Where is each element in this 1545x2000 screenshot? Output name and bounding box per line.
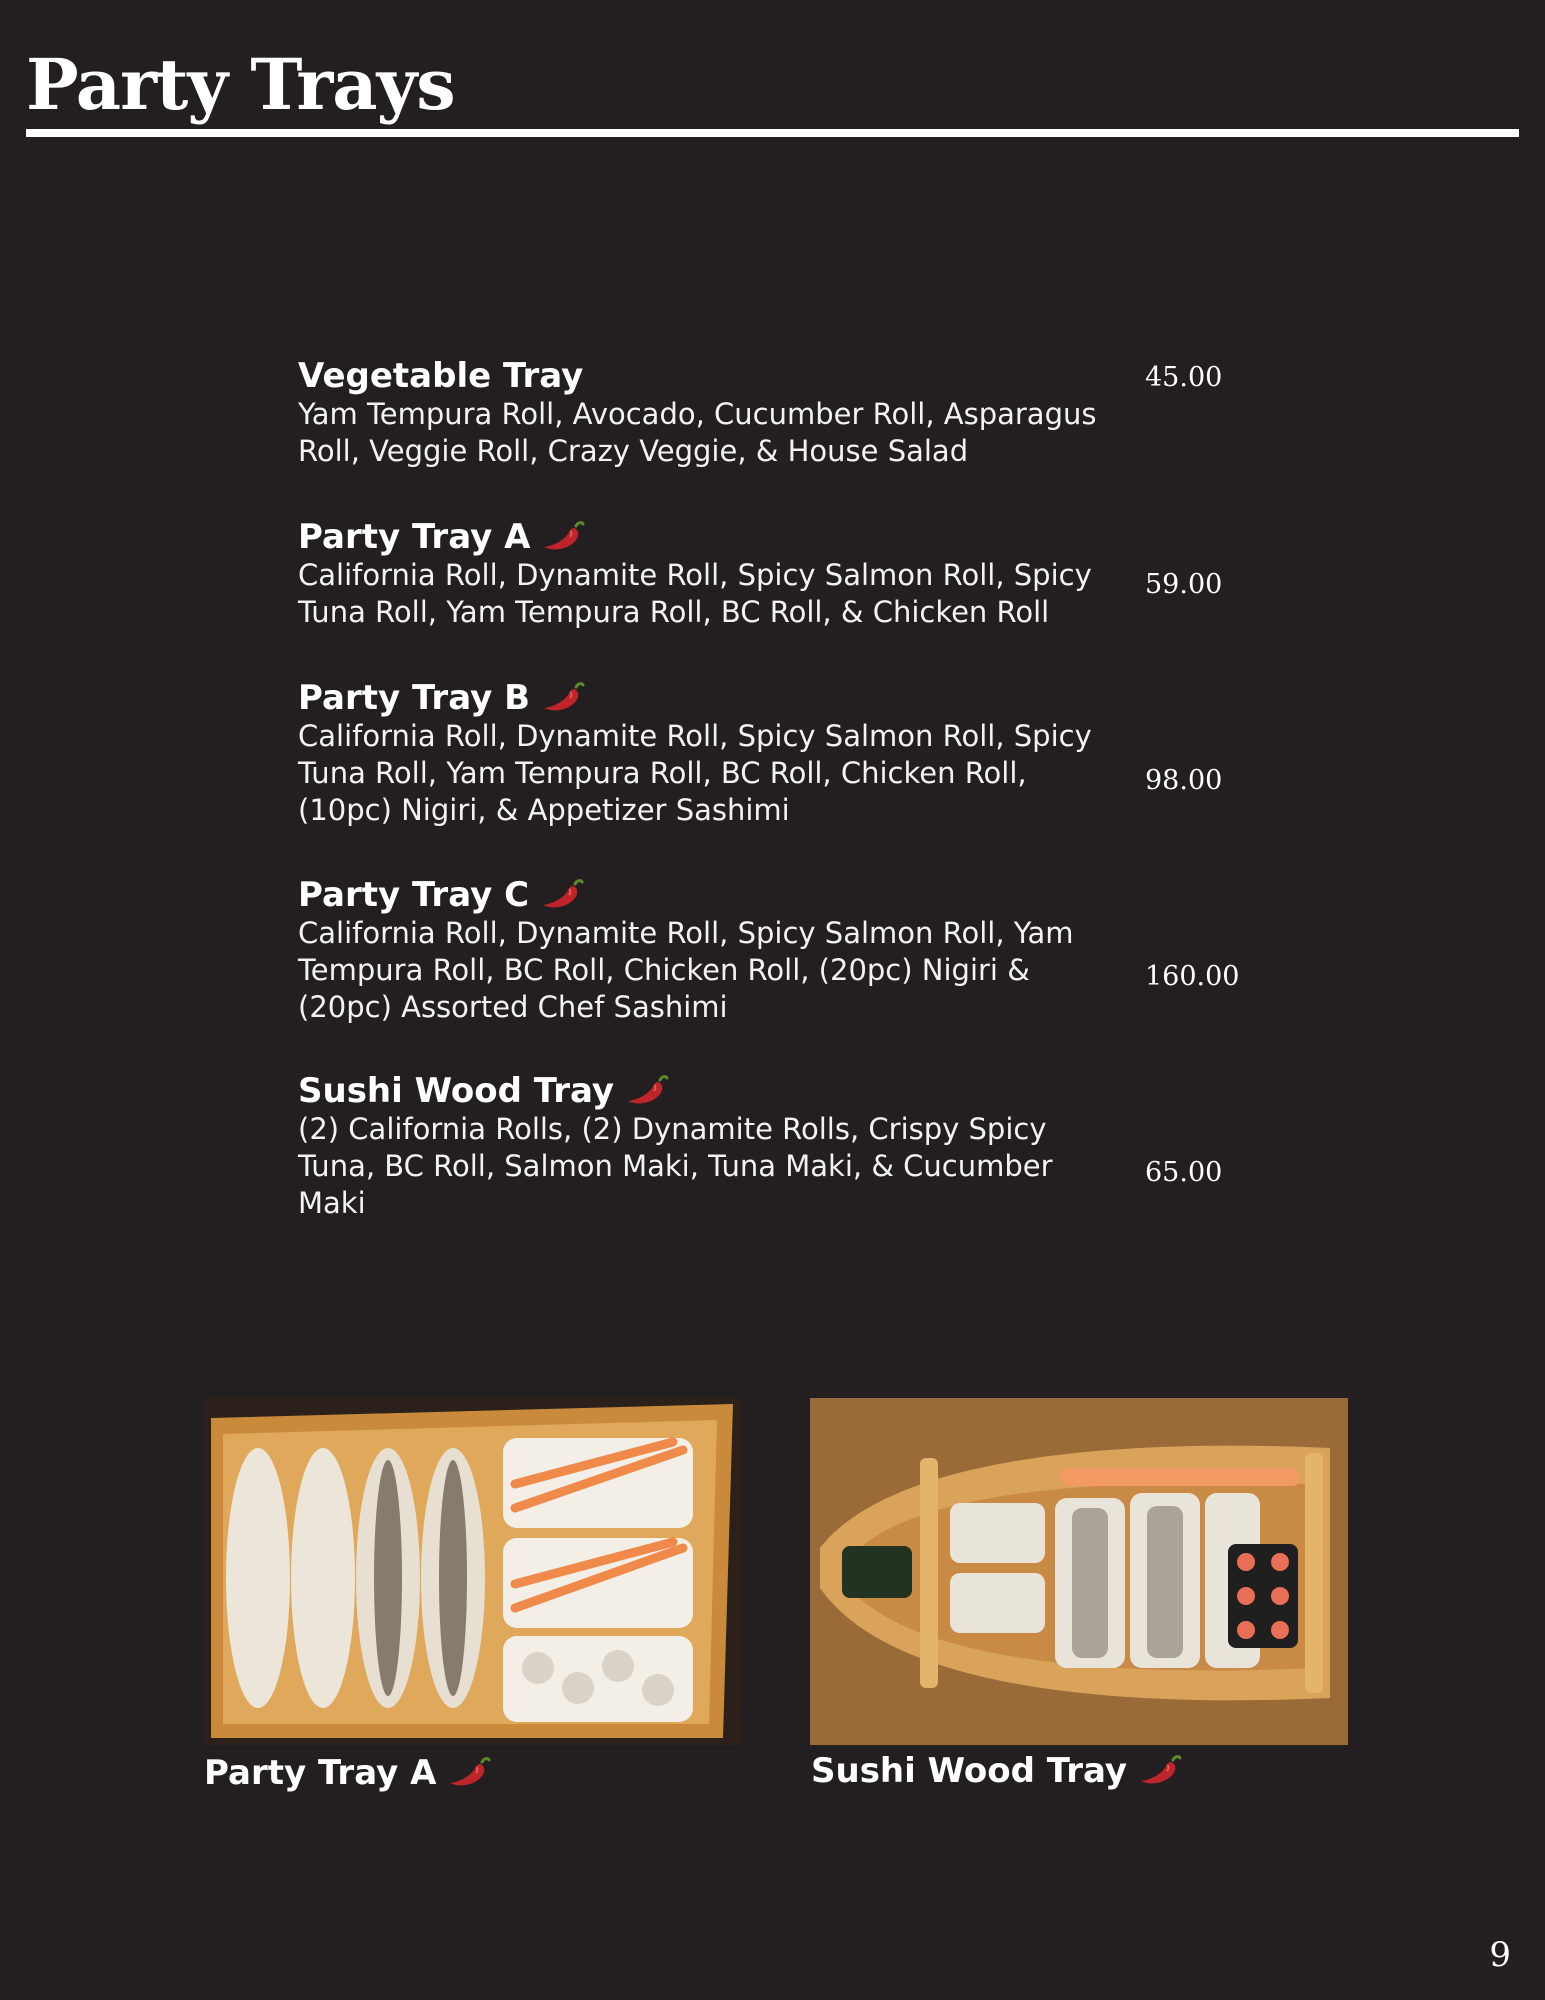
menu-item-party-tray-b [298, 678, 1118, 829]
item-price: 98.00 [1145, 765, 1223, 796]
sushi-boat-image [810, 1398, 1348, 1745]
menu-item-party-tray-a [298, 517, 1118, 631]
sushi-boat-image [203, 1398, 741, 1745]
item-name: Party Tray C [298, 875, 1118, 915]
chili-pepper-icon [446, 1756, 492, 1790]
chili-pepper-icon [624, 1074, 670, 1108]
item-name: Party Tray A [298, 517, 1118, 557]
item-description: California Roll, Dynamite Roll, Spicy Salmon Roll, Spicy Tuna Roll, Yam Tempura Roll, BC Roll, Chicken Roll, (10pc) Nigiri, & Appetizer Sashimi [298, 719, 1092, 827]
item-description: California Roll, Dynamite Roll, Spicy Salmon Roll, Spicy Tuna Roll, Yam Tempura Roll, BC Roll, & Chicken Roll [298, 558, 1092, 629]
item-price: 45.00 [1145, 362, 1223, 393]
menu-item-vegetable-tray [298, 356, 1118, 470]
page-number: 9 [1489, 1935, 1511, 1975]
item-price: 65.00 [1145, 1157, 1223, 1188]
item-name: Sushi Wood Tray [298, 1071, 1118, 1111]
item-description: California Roll, Dynamite Roll, Spicy Salmon Roll, Yam Tempura Roll, BC Roll, Chicken Roll, (20pc) Nigiri & (20pc) Assorted Chef Sashimi [298, 916, 1074, 1024]
chili-pepper-icon [540, 681, 586, 715]
photo-caption-sushi-wood-tray: Sushi Wood Tray [811, 1751, 1183, 1791]
page-title: Party Trays [26, 43, 455, 126]
chili-pepper-icon [540, 520, 586, 554]
item-description: (2) California Rolls, (2) Dynamite Rolls, Crispy Spicy Tuna, BC Roll, Salmon Maki, Tuna Maki, & Cucumber Maki [298, 1112, 1053, 1220]
menu-item-party-tray-c [298, 875, 1118, 1026]
item-description: Yam Tempura Roll, Avocado, Cucumber Roll, Asparagus Roll, Veggie Roll, Crazy Veggie, & House Salad [298, 397, 1097, 468]
item-name: Party Tray B [298, 678, 1118, 718]
chili-pepper-icon [1137, 1754, 1183, 1788]
party-tray-a-photo [203, 1398, 741, 1745]
item-name: Vegetable Tray [298, 356, 584, 396]
chili-pepper-icon [539, 878, 585, 912]
menu-item-sushi-wood-tray [298, 1071, 1118, 1222]
sushi-wood-tray-photo [810, 1398, 1348, 1745]
item-price: 59.00 [1145, 569, 1223, 600]
title-divider [26, 129, 1519, 137]
photo-caption-party-tray-a: Party Tray A [204, 1753, 492, 1793]
item-price: 160.00 [1145, 961, 1240, 992]
